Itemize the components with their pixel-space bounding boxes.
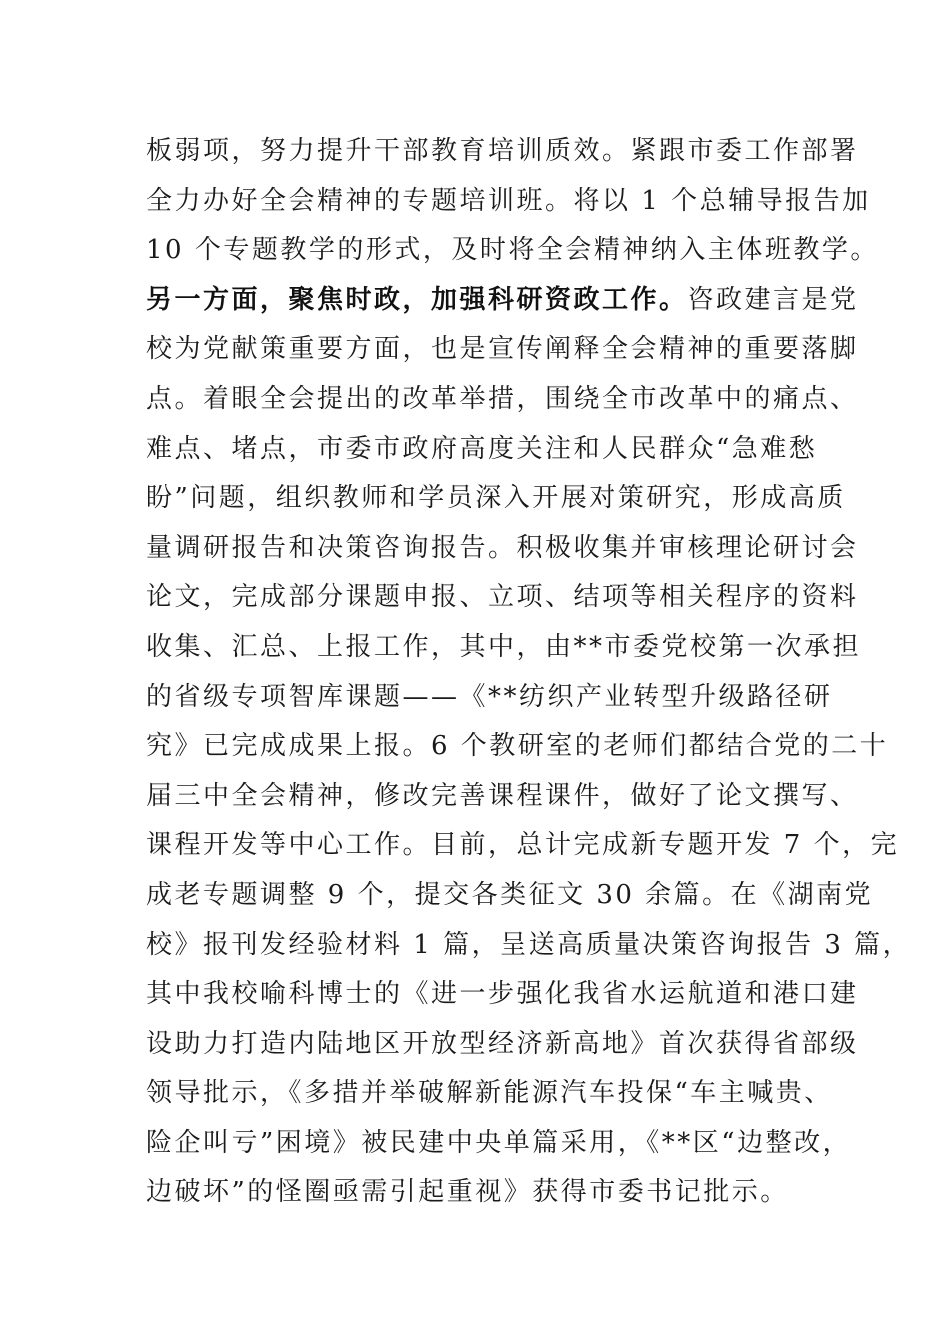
- text-line-17: 校》报刊发经验材料 1 篇，呈送高质量决策咨询报告 3 篇，: [146, 929, 912, 960]
- text-line-11: 收集、汇总、上报工作，其中，由**市委党校第一次承担: [146, 631, 862, 662]
- text-line-21: 险企叫亏”困境》被民建中央单篇采用，《**区“边整改，: [146, 1127, 852, 1158]
- text-line-2: 全力办好全会精神的专题培训班。将以 1 个总辅导报告加: [146, 185, 871, 216]
- text-line-5: 校为党献策重要方面，也是宣传阐释全会精神的重要落脚: [146, 334, 859, 365]
- text-line-16: 成老专题调整 9 个，提交各类征文 30 余篇。在《湖南党: [146, 879, 874, 910]
- section-heading: 另一方面，聚焦时政，加强科研资政工作。: [146, 284, 688, 315]
- text-line-10: 论文，完成部分课题申报、立项、结项等相关程序的资料: [146, 582, 859, 613]
- text-line-8: 盼”问题，组织教师和学员深入开展对策研究，形成高质: [146, 483, 846, 514]
- text-line-4: [146, 276, 859, 326]
- text-line-13: 究》已完成成果上报。6 个教研室的老师们都结合党的二十: [146, 731, 889, 762]
- text-line-18: 其中我校喻科博士的《进一步强化我省水运航道和港口建: [146, 979, 859, 1010]
- text-line-7: 难点、堵点，市委市政府高度关注和人民群众“急难愁: [146, 433, 818, 464]
- text-line-15: 课程开发等中心工作。目前，总计完成新专题开发 7 个，完: [146, 830, 900, 861]
- text-line-20: 领导批示，《多措并举破解新能源汽车投保“车主喊贵、: [146, 1078, 833, 1109]
- text-line-6: 点。着眼全会提出的改革举措，围绕全市改革中的痛点、: [146, 383, 859, 414]
- text-line-1: 板弱项，努力提升干部教育培训质效。紧跟市委工作部署: [146, 136, 859, 166]
- body-text: [146, 127, 912, 1218]
- text-line-19: 设助力打造内陆地区开放型经济新高地》首次获得省部级: [146, 1028, 859, 1059]
- text-line-14: 届三中全会精神，修改完善课程课件，做好了论文撰写、: [146, 780, 859, 811]
- text-line-9: 量调研报告和决策咨询报告。积极收集并审核理论研讨会: [146, 532, 859, 563]
- text-line-3: 10 个专题教学的形式，及时将全会精神纳入主体班教学。: [146, 235, 879, 266]
- section-heading-continuation: 咨政建言是党: [687, 284, 859, 315]
- text-line-22: 边破坏”的怪圈亟需引起重视》获得市委书记批示。: [146, 1177, 789, 1208]
- text-line-12: 的省级专项智库课题——《**纺织产业转型升级路径研: [146, 681, 833, 712]
